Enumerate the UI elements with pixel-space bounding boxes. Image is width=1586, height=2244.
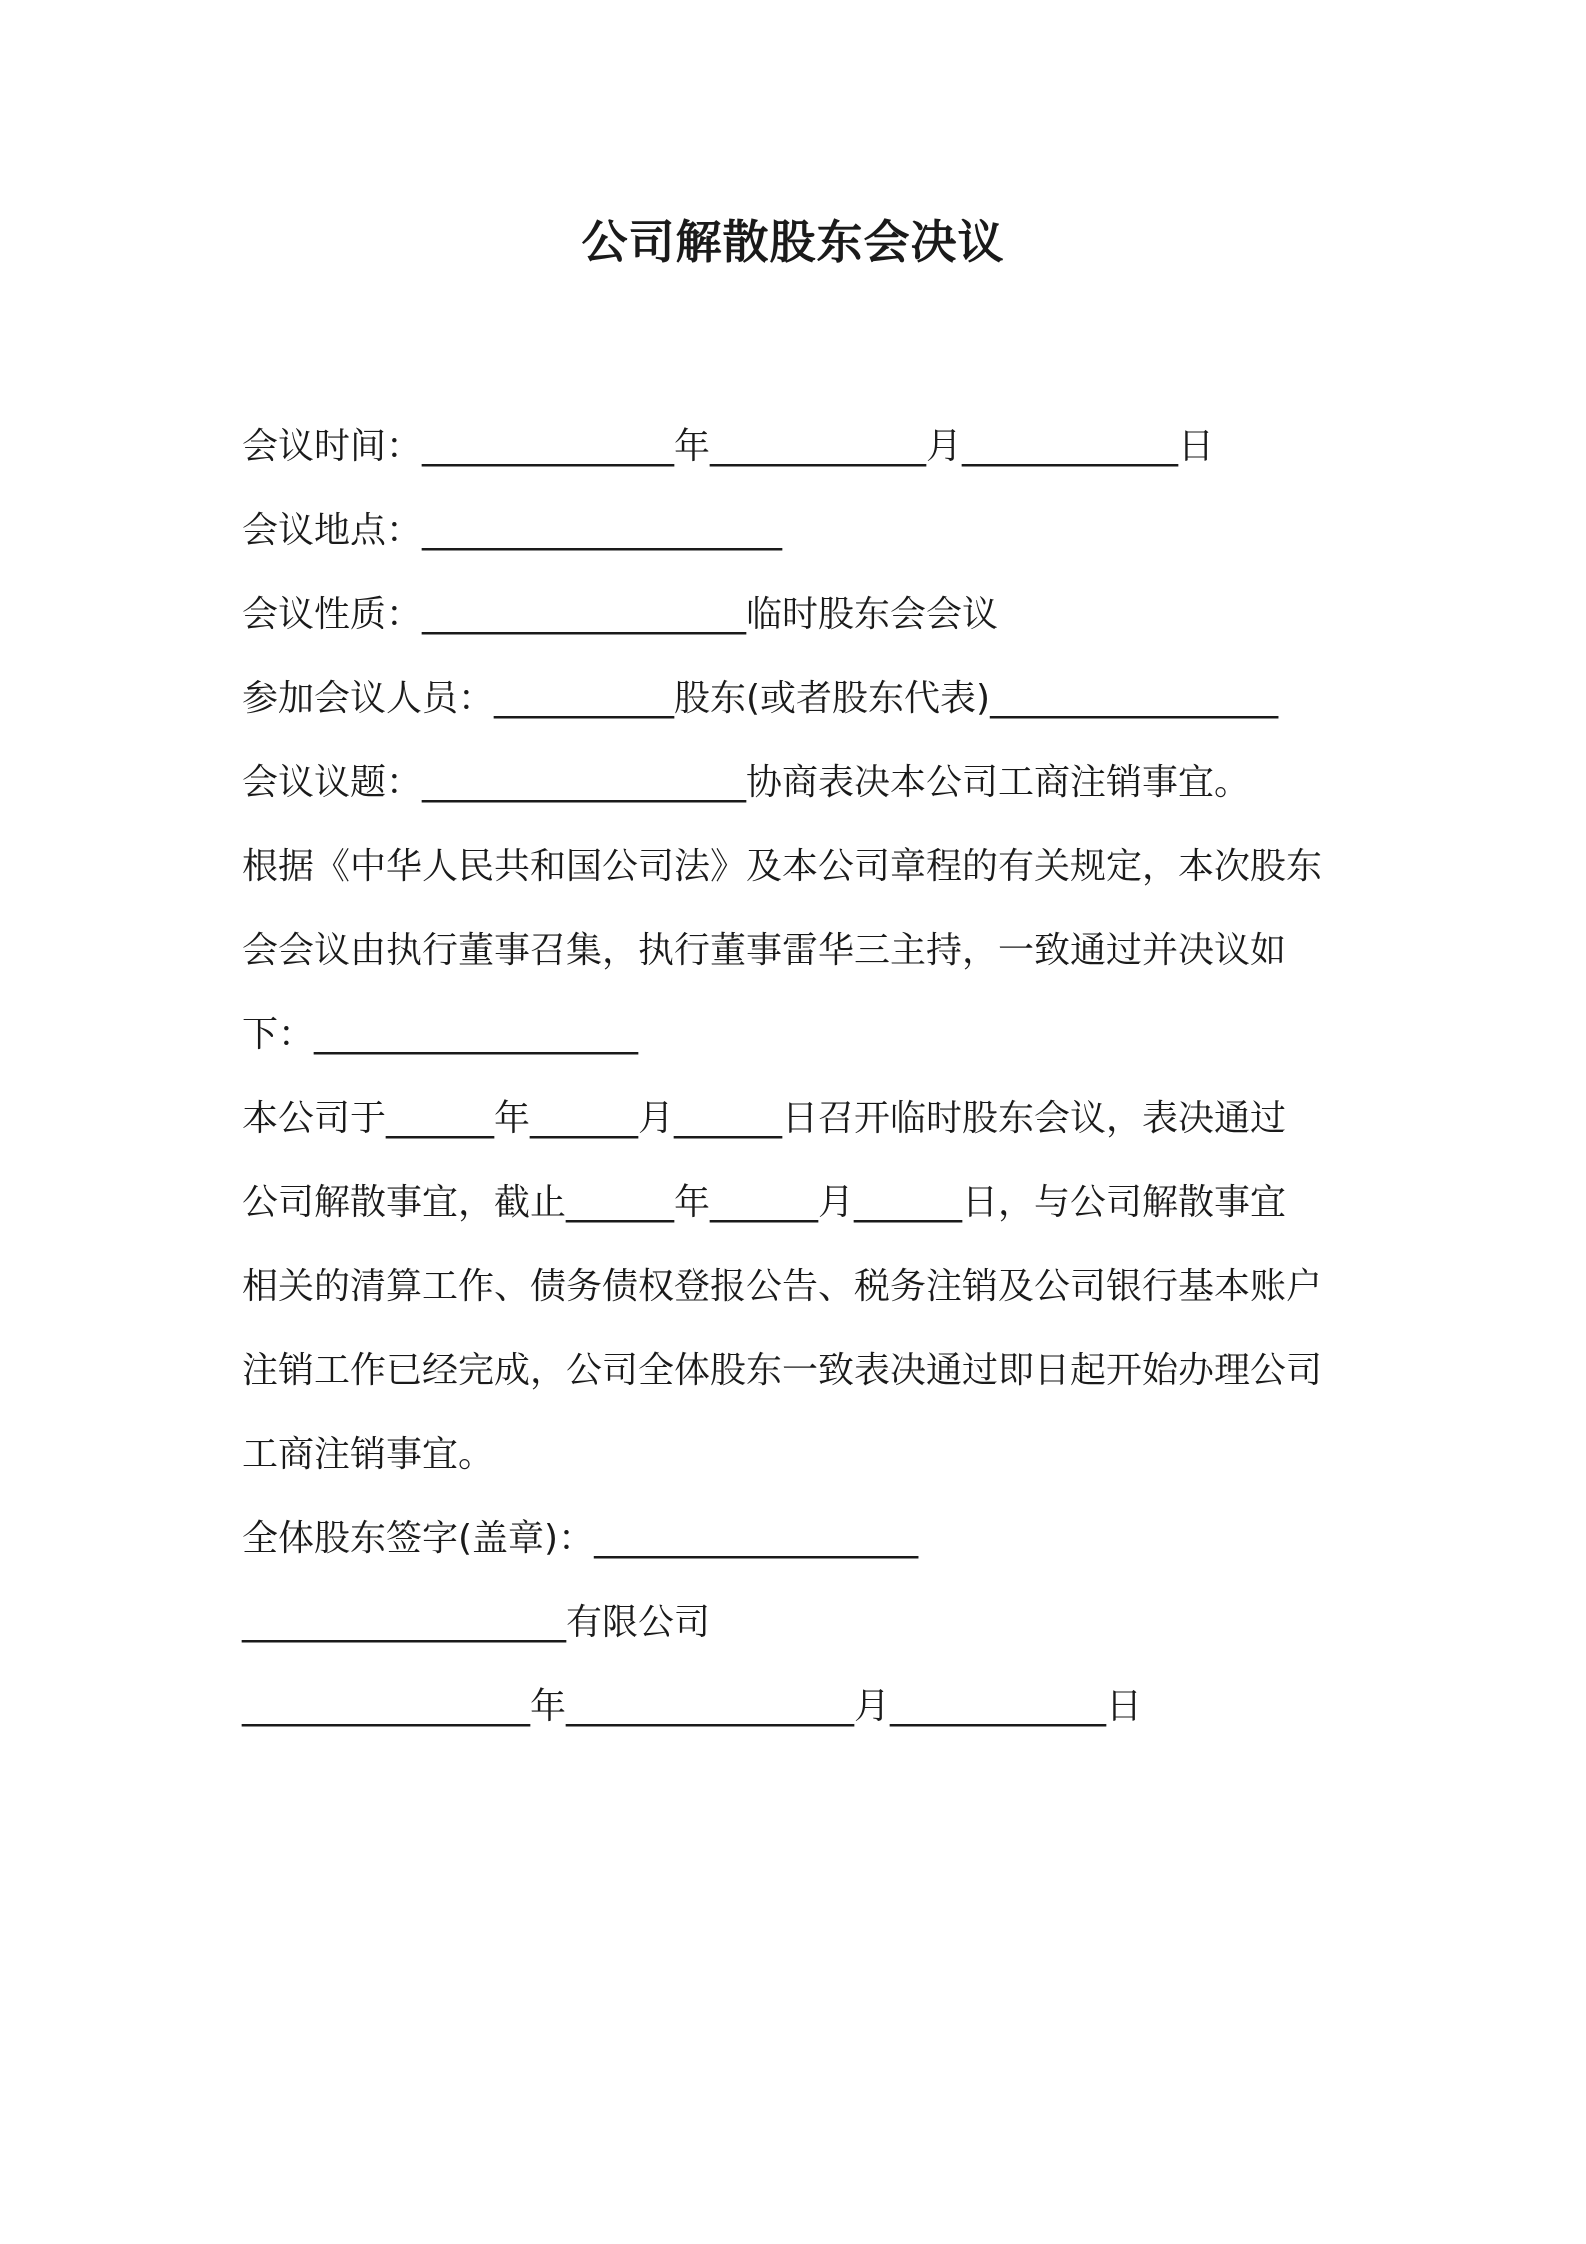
document-body (242, 405, 1362, 1749)
paragraph-line: 会会议由执行董事召集，执行董事雷华三主持，一致通过并决议如 (242, 930, 1287, 971)
shareholder-signature-line: 全体股东签字(盖章)：__________________ (242, 1518, 919, 1559)
meeting-nature-line: 会议性质：__________________临时股东会会议 (242, 594, 999, 635)
paragraph-line: 本公司于______年______月______日召开临时股东会议，表决通过 (242, 1098, 1287, 1139)
paragraph-line: 公司解散事宜，截止______年______月______日，与公司解散事宜 (242, 1182, 1287, 1223)
date-line: ________________年________________月____________日 (242, 1686, 1142, 1727)
paragraph-line: 根据《中华人民共和国公司法》及本公司章程的有关规定，本次股东 (242, 846, 1323, 887)
paragraph-line: 相关的清算工作、债务债权登报公告、税务注销及公司银行基本账户 (242, 1266, 1323, 1307)
meeting-place-line: 会议地点：____________________ (242, 510, 783, 551)
paragraph-line: 工商注销事宜。 (242, 1434, 495, 1475)
meeting-time-line: 会议时间：______________年____________月____________日 (242, 426, 1215, 467)
company-name-line: __________________有限公司 (242, 1602, 711, 1643)
agenda-line: 会议议题：__________________协商表决本公司工商注销事宜。 (242, 762, 1251, 803)
paragraph-line: 注销工作已经完成，公司全体股东一致表决通过即日起开始办理公司 (242, 1350, 1323, 1391)
resolution-body-paragraph (242, 1077, 1362, 1497)
paragraph-line: 下：__________________ (242, 1014, 639, 1055)
document-title: 公司解散股东会决议 (581, 215, 1005, 269)
resolution-intro-paragraph (242, 825, 1362, 1077)
attendees-line: 参加会议人员：__________股东(或者股东代表)________________ (242, 678, 1279, 719)
